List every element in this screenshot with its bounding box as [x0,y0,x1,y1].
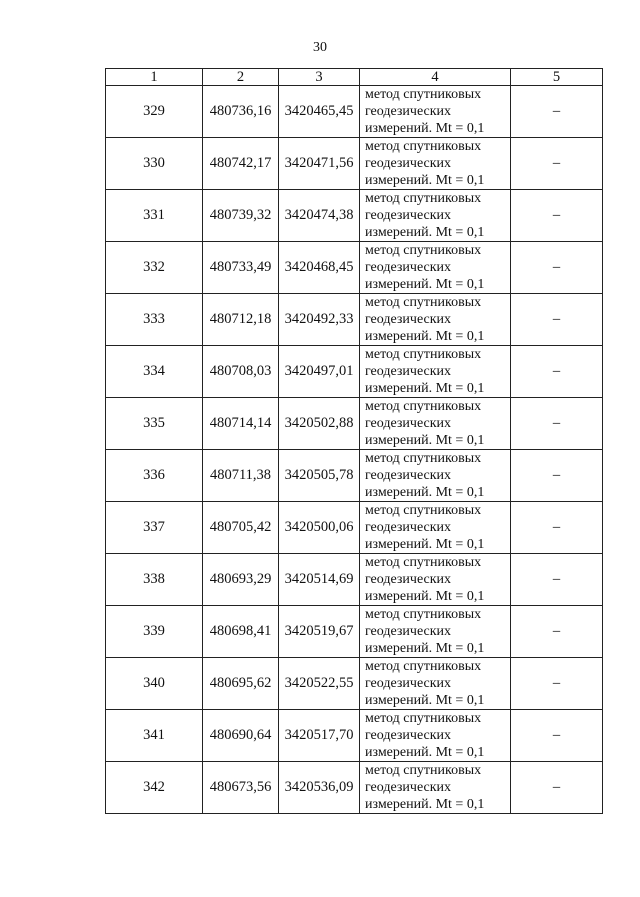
point-number-cell: 339 [106,606,203,658]
method-line: метод спутниковых [365,243,482,258]
y-coordinate-cell: 3420500,06 [279,502,360,554]
point-number-cell: 336 [106,450,203,502]
x-coordinate-cell: 480708,03 [203,346,279,398]
table-body [106,86,603,814]
method-line: геодезических [365,520,452,535]
method-line: метод спутниковых [365,503,482,518]
x-coordinate-cell: 480705,42 [203,502,279,554]
y-coordinate-cell: 3420492,33 [279,294,360,346]
note-cell: – [511,398,603,450]
point-number-cell: 332 [106,242,203,294]
method-cell [360,138,511,190]
y-coordinate-cell: 3420536,09 [279,762,360,814]
method-cell [360,346,511,398]
page-number: 30 [313,40,327,55]
method-line: измерений. Mt = 0,1 [365,693,485,708]
method-line: геодезических [365,416,452,431]
point-number-cell: 333 [106,294,203,346]
note-cell: – [511,606,603,658]
x-coordinate-cell: 480673,56 [203,762,279,814]
y-coordinate-cell: 3420514,69 [279,554,360,606]
note-cell: – [511,762,603,814]
note-cell: – [511,138,603,190]
column-header: 3 [279,69,360,86]
y-coordinate-cell: 3420471,56 [279,138,360,190]
method-line: геодезических [365,208,452,223]
x-coordinate-cell: 480736,16 [203,86,279,138]
method-cell [360,398,511,450]
note-cell: – [511,346,603,398]
method-line: измерений. Mt = 0,1 [365,225,485,240]
y-coordinate-cell: 3420519,67 [279,606,360,658]
note-cell: – [511,450,603,502]
method-line: метод спутниковых [365,191,482,206]
method-line: метод спутниковых [365,139,482,154]
y-coordinate-cell: 3420474,38 [279,190,360,242]
y-coordinate-cell: 3420497,01 [279,346,360,398]
method-line: геодезических [365,364,452,379]
method-line: измерений. Mt = 0,1 [365,329,485,344]
method-line: измерений. Mt = 0,1 [365,641,485,656]
table-row [106,554,603,606]
table-row [106,242,603,294]
point-number-cell: 334 [106,346,203,398]
table-row [106,606,603,658]
method-line: метод спутниковых [365,659,482,674]
method-line: метод спутниковых [365,763,482,778]
table-row [106,86,603,138]
table-header-row [106,69,603,86]
method-line: метод спутниковых [365,295,482,310]
method-cell [360,762,511,814]
method-line: метод спутниковых [365,711,482,726]
x-coordinate-cell: 480739,32 [203,190,279,242]
point-number-cell: 329 [106,86,203,138]
method-line: метод спутниковых [365,347,482,362]
table-row [106,658,603,710]
x-coordinate-cell: 480695,62 [203,658,279,710]
note-cell: – [511,658,603,710]
point-number-cell: 342 [106,762,203,814]
method-line: геодезических [365,728,452,743]
method-cell [360,502,511,554]
note-cell: – [511,86,603,138]
method-cell [360,710,511,762]
table-row [106,346,603,398]
method-line: метод спутниковых [365,451,482,466]
method-line: геодезических [365,104,452,119]
method-line: геодезических [365,780,452,795]
method-line: измерений. Mt = 0,1 [365,537,485,552]
method-line: геодезических [365,260,452,275]
table-row [106,398,603,450]
method-line: метод спутниковых [365,87,482,102]
method-line: измерений. Mt = 0,1 [365,277,485,292]
coordinates-table [105,68,603,814]
method-line: геодезических [365,156,452,171]
method-line: геодезических [365,572,452,587]
y-coordinate-cell: 3420502,88 [279,398,360,450]
column-header: 4 [360,69,511,86]
column-header: 2 [203,69,279,86]
method-line: геодезических [365,468,452,483]
method-line: геодезических [365,312,452,327]
y-coordinate-cell: 3420505,78 [279,450,360,502]
method-cell [360,242,511,294]
method-line: измерений. Mt = 0,1 [365,745,485,760]
note-cell: – [511,554,603,606]
note-cell: – [511,190,603,242]
method-line: геодезических [365,624,452,639]
point-number-cell: 341 [106,710,203,762]
method-line: метод спутниковых [365,607,482,622]
x-coordinate-cell: 480733,49 [203,242,279,294]
method-cell [360,86,511,138]
method-cell [360,658,511,710]
method-line: измерений. Mt = 0,1 [365,485,485,500]
x-coordinate-cell: 480712,18 [203,294,279,346]
x-coordinate-cell: 480742,17 [203,138,279,190]
table-row [106,190,603,242]
note-cell: – [511,502,603,554]
y-coordinate-cell: 3420517,70 [279,710,360,762]
point-number-cell: 335 [106,398,203,450]
y-coordinate-cell: 3420465,45 [279,86,360,138]
method-cell [360,294,511,346]
method-line: измерений. Mt = 0,1 [365,589,485,604]
table-row [106,138,603,190]
point-number-cell: 330 [106,138,203,190]
method-line: измерений. Mt = 0,1 [365,797,485,812]
table-row [106,450,603,502]
point-number-cell: 331 [106,190,203,242]
x-coordinate-cell: 480698,41 [203,606,279,658]
method-line: измерений. Mt = 0,1 [365,121,485,136]
method-line: геодезических [365,676,452,691]
x-coordinate-cell: 480690,64 [203,710,279,762]
note-cell: – [511,294,603,346]
note-cell: – [511,710,603,762]
point-number-cell: 337 [106,502,203,554]
point-number-cell: 338 [106,554,203,606]
table-row [106,502,603,554]
table-row [106,762,603,814]
method-line: измерений. Mt = 0,1 [365,173,485,188]
method-line: метод спутниковых [365,555,482,570]
x-coordinate-cell: 480693,29 [203,554,279,606]
method-line: метод спутниковых [365,399,482,414]
method-line: измерений. Mt = 0,1 [365,381,485,396]
table-row [106,710,603,762]
note-cell: – [511,242,603,294]
method-cell [360,554,511,606]
method-cell [360,606,511,658]
column-header: 1 [106,69,203,86]
method-cell [360,190,511,242]
x-coordinate-cell: 480714,14 [203,398,279,450]
column-header: 5 [511,69,603,86]
x-coordinate-cell: 480711,38 [203,450,279,502]
y-coordinate-cell: 3420468,45 [279,242,360,294]
y-coordinate-cell: 3420522,55 [279,658,360,710]
method-cell [360,450,511,502]
point-number-cell: 340 [106,658,203,710]
method-line: измерений. Mt = 0,1 [365,433,485,448]
table-row [106,294,603,346]
